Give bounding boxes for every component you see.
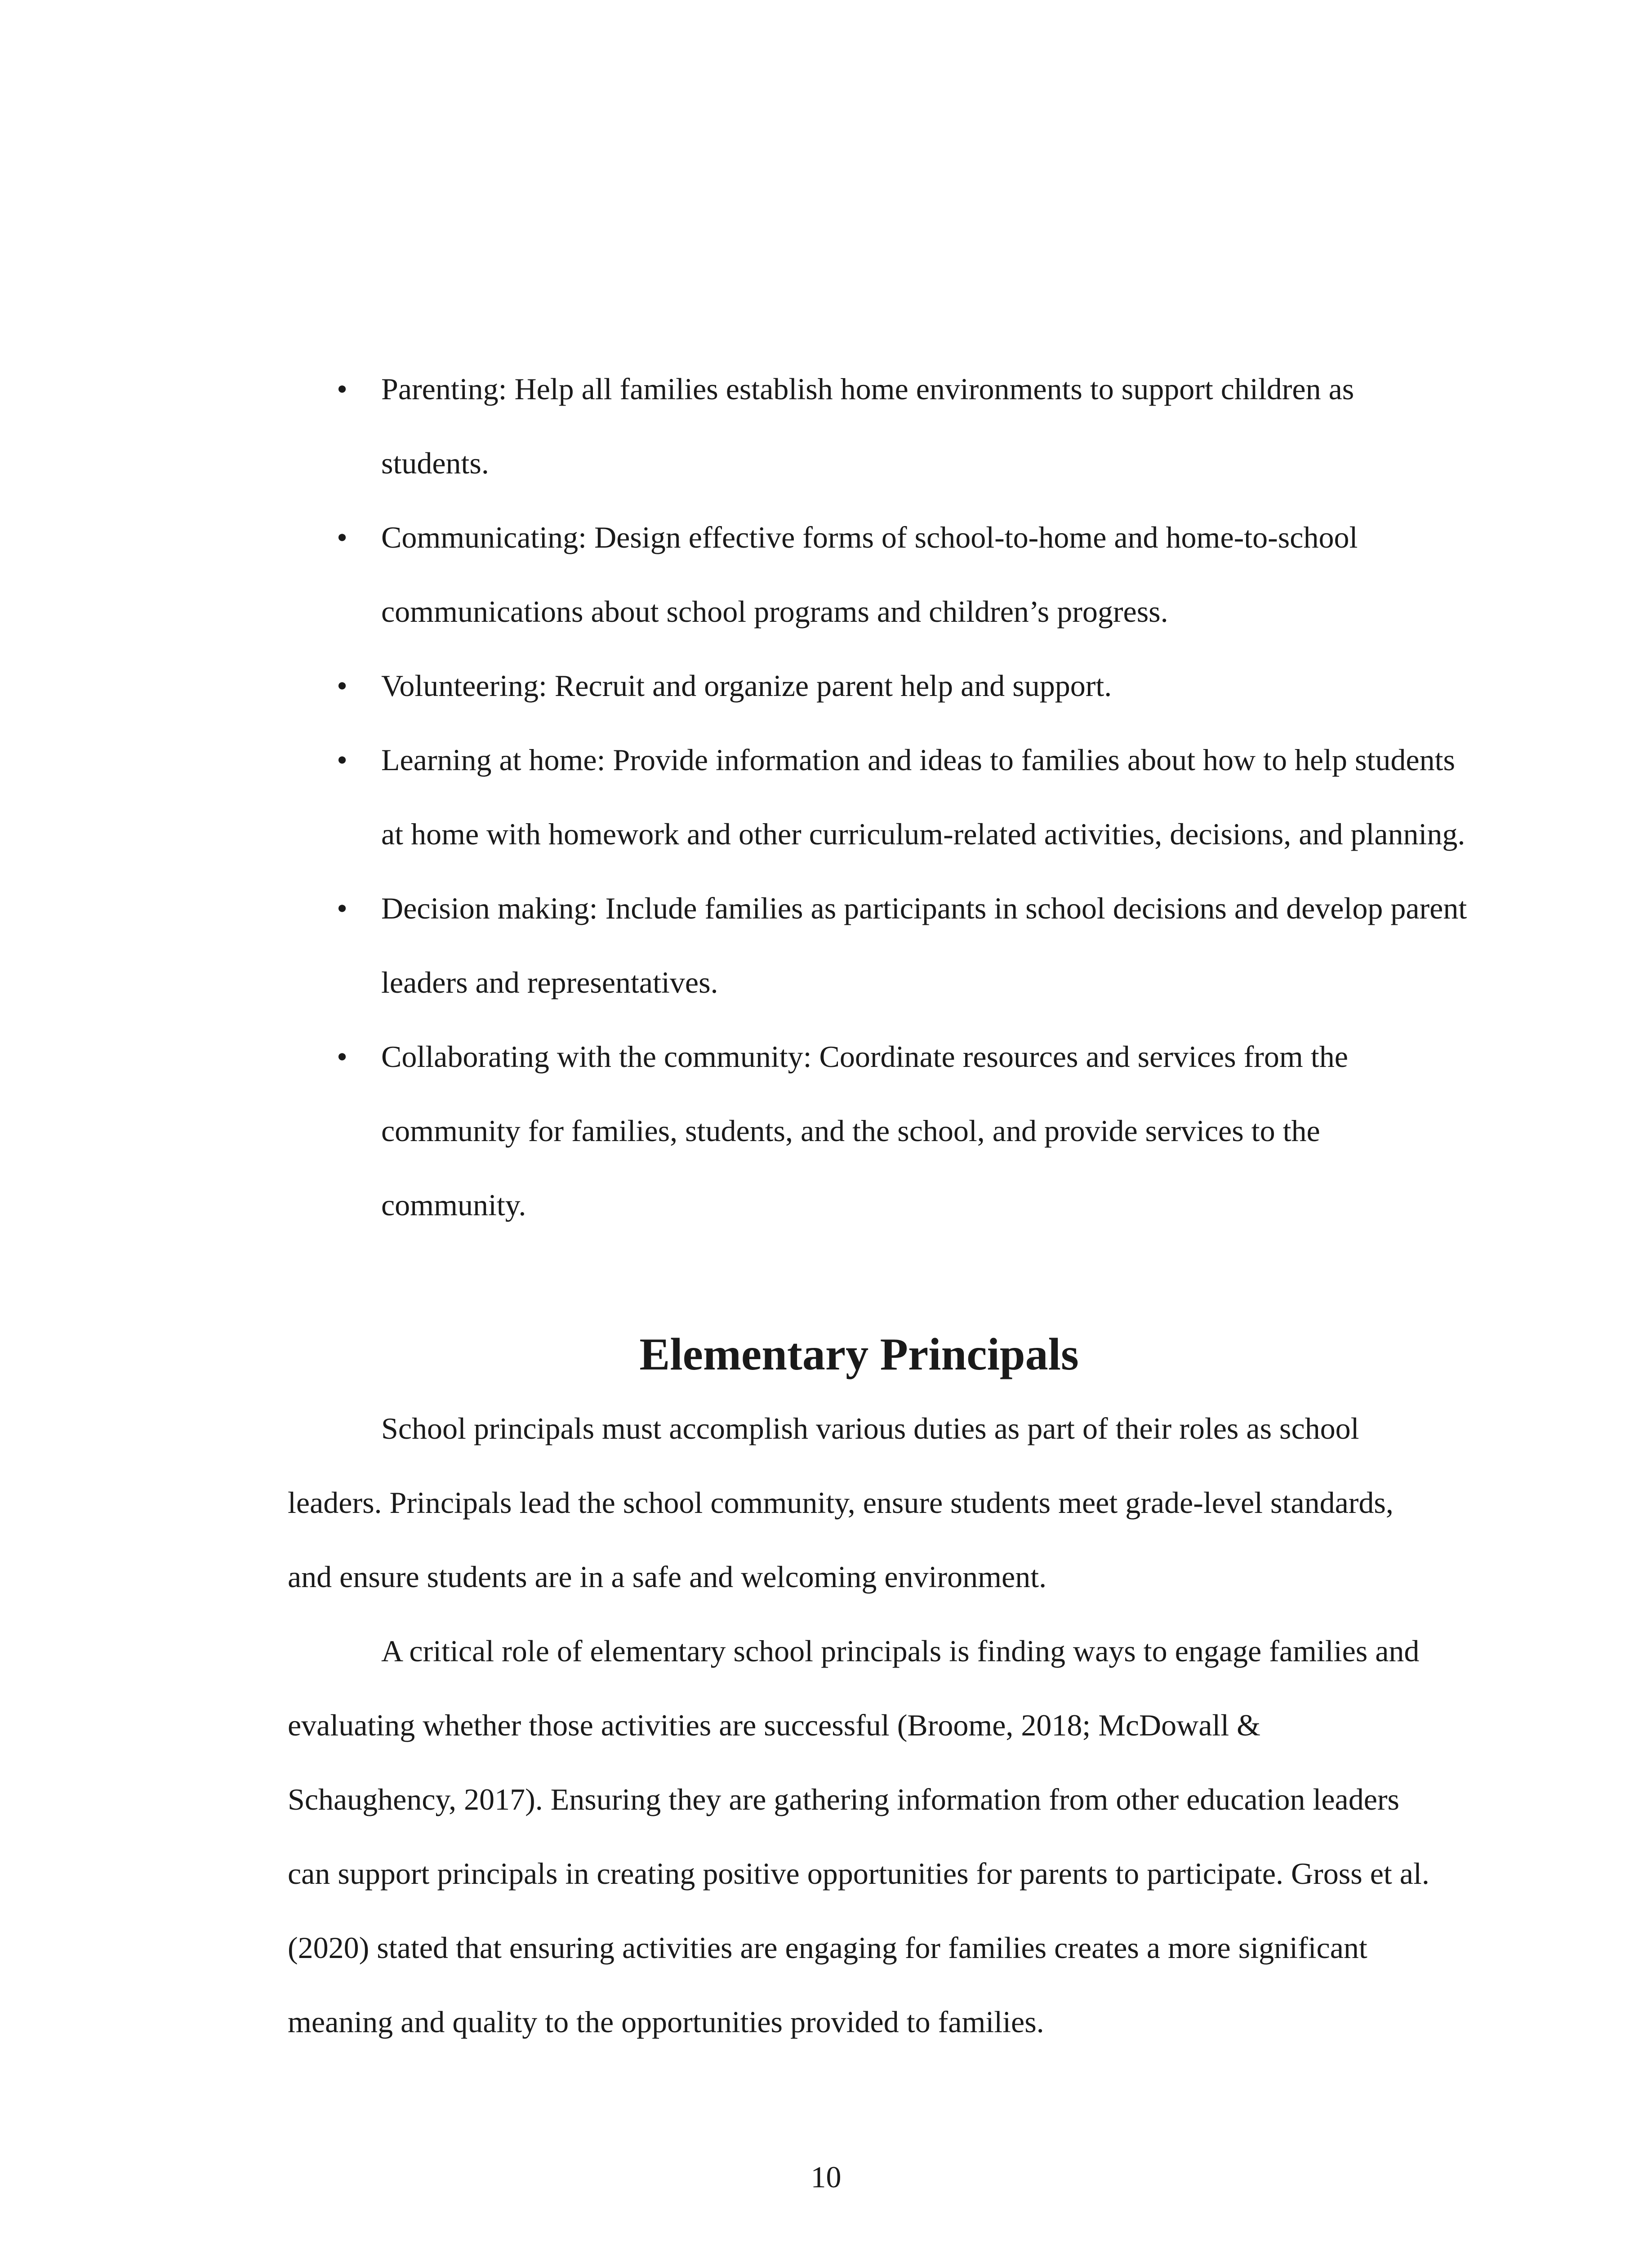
- bullet-icon: •: [337, 669, 347, 703]
- bullet-item: [337, 649, 1469, 723]
- bullet-icon: •: [337, 1039, 347, 1074]
- bullet-item: [337, 871, 1469, 1020]
- page-number: 10: [810, 2160, 842, 2194]
- bullet-icon: •: [337, 743, 347, 777]
- bullet-icon: •: [337, 520, 347, 554]
- paragraph: A critical role of elementary school principals is finding ways to engage families and evaluating whether those activities are successful (Broome, 2018; McDowall & Schaughency, 2017). Ensuring they are gathering information from other education leaders can support principals in creating positive opportunities for parents to participate. Gross et al. (2020) stated that ensuring activities are engaging for families creates a more significant meaning and quality to the opportunities provided to families.: [288, 1634, 1429, 2039]
- body-text: [288, 1392, 1430, 2059]
- bullet-item: [337, 352, 1469, 500]
- bullet-icon: •: [337, 372, 347, 406]
- bullet-text: Communicating: Design effective forms of school-to-home and home-to-school communications about school programs and children’s progress.: [381, 520, 1358, 629]
- bullet-item: [337, 723, 1469, 871]
- paragraph: School principals must accomplish various duties as part of their roles as school leaders. Principals lead the school community, ensure students meet grade-level standards, and ensure students are in a safe and welcoming environment.: [288, 1411, 1394, 1594]
- bullet-item: [337, 500, 1469, 649]
- bullet-text: Learning at home: Provide information and ideas to families about how to help students at home with homework and other curriculum-related activities, decisions, and planning.: [381, 743, 1465, 851]
- section-heading: Elementary Principals: [639, 1329, 1079, 1380]
- bullet-text: Volunteering: Recruit and organize parent help and support.: [381, 669, 1112, 703]
- bullet-list: [337, 352, 1469, 1242]
- bullet-icon: •: [337, 891, 347, 925]
- bullet-text: Parenting: Help all families establish home environments to support children as students.: [381, 372, 1354, 480]
- bullet-text: Decision making: Include families as participants in school decisions and develop parent leaders and representatives.: [381, 891, 1467, 999]
- bullet-text: Collaborating with the community: Coordinate resources and services from the community for families, students, and the school, and provide services to the community.: [381, 1039, 1348, 1222]
- bullet-item: [337, 1020, 1469, 1242]
